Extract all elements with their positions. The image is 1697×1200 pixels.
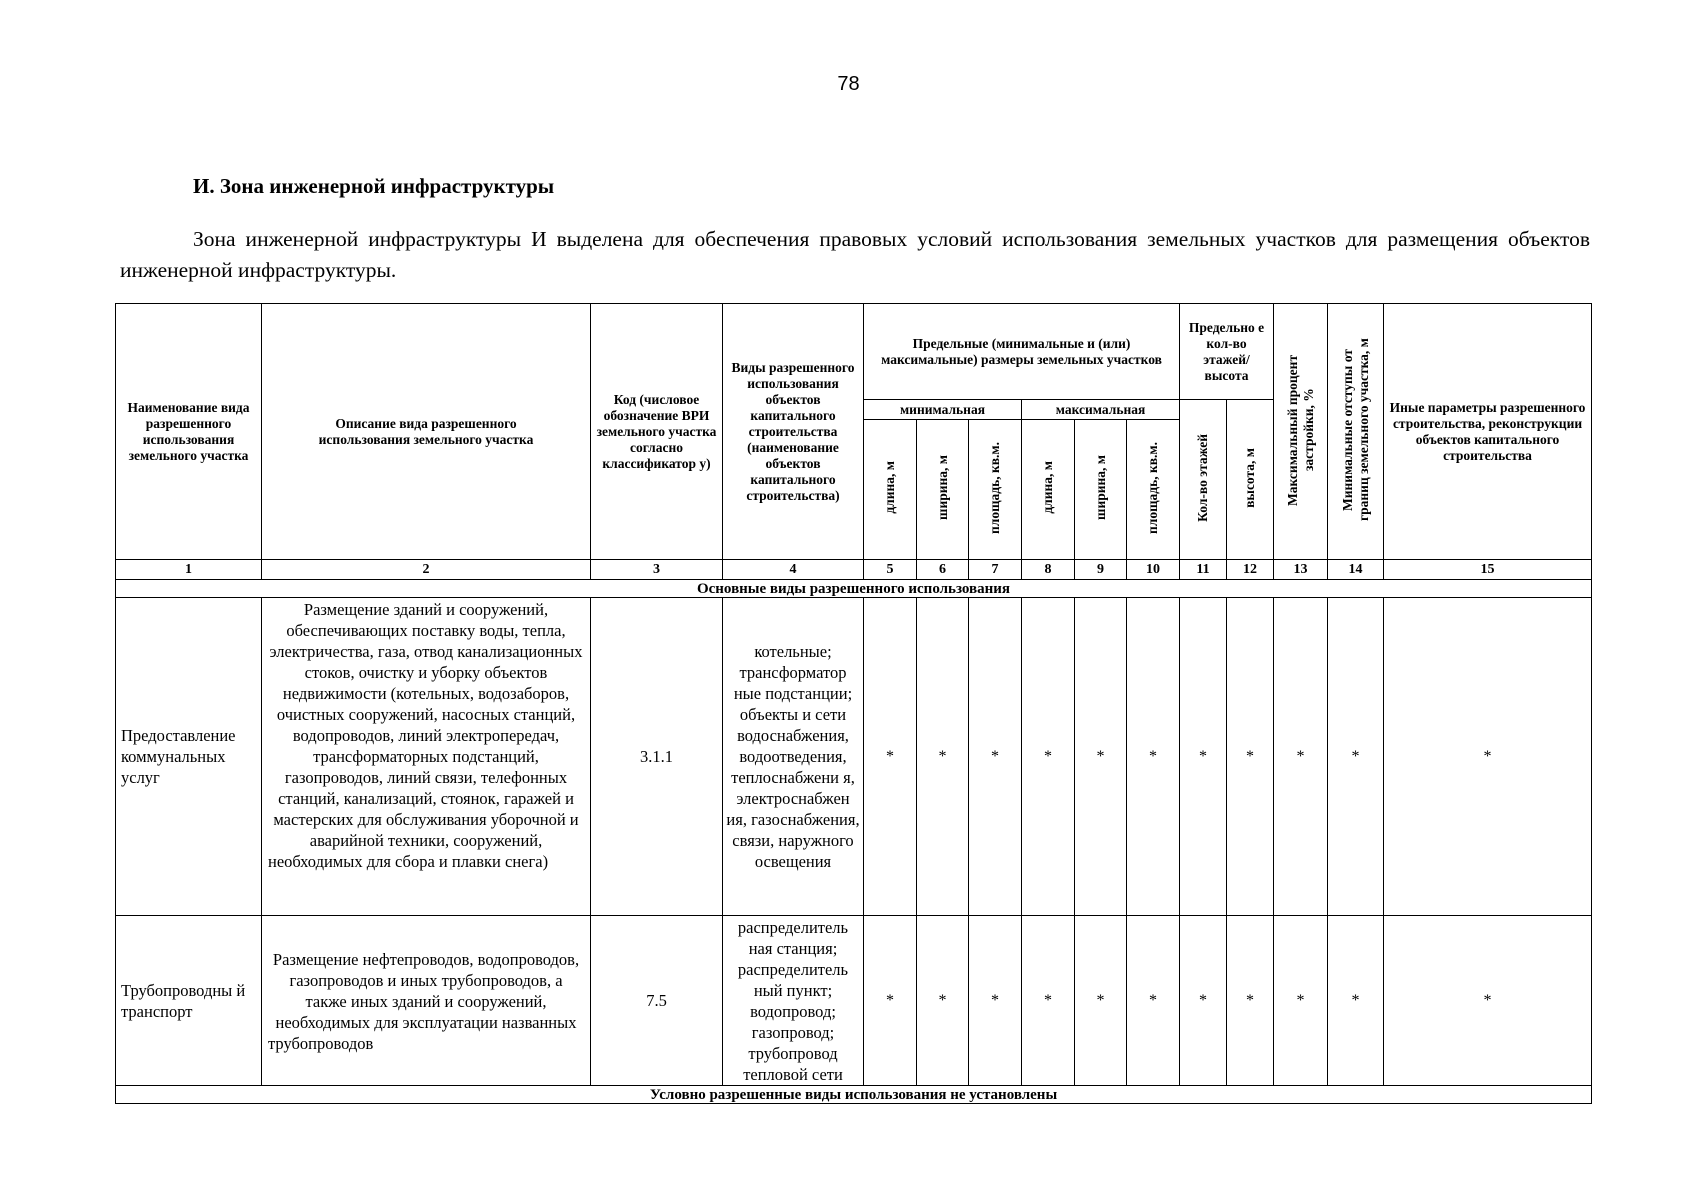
header-max-length: длина, м — [1022, 420, 1075, 560]
value-other-params: * — [1384, 916, 1592, 1086]
column-number: 10 — [1127, 560, 1180, 580]
section-title: И. Зона инженерной инфраструктуры — [193, 174, 555, 198]
value-min-setbacks: * — [1328, 916, 1384, 1086]
use-code: 7.5 — [591, 916, 723, 1086]
value-floors: * — [1180, 916, 1227, 1086]
value-max-width: * — [1075, 598, 1127, 916]
header-max-area: площадь, кв.м. — [1127, 420, 1180, 560]
header-floors: Кол-во этажей — [1180, 400, 1227, 560]
column-number: 11 — [1180, 560, 1227, 580]
value-other-params: * — [1384, 598, 1592, 916]
header-limits-group: Предельные (минимальные и (или) максимальные) размеры земельных участков — [864, 304, 1180, 400]
value-height: * — [1227, 916, 1274, 1086]
header-max-group: максимальная — [1022, 400, 1180, 420]
value-min-width: * — [917, 916, 969, 1086]
header-min-setbacks: Минимальные отступы от границ земельного участка, м — [1328, 304, 1384, 560]
use-name: Трубопроводны й транспорт — [116, 916, 262, 1086]
page-number: 78 — [837, 73, 860, 95]
column-number: 13 — [1274, 560, 1328, 580]
regulations-table — [115, 303, 1592, 1104]
table-row — [116, 916, 1592, 1086]
value-height: * — [1227, 598, 1274, 916]
main-uses-section: Основные виды разрешенного использования — [116, 580, 1592, 598]
header-min-area: площадь, кв.м. — [969, 420, 1022, 560]
value-min-width: * — [917, 598, 969, 916]
conditional-uses-section: Условно разрешенные виды использования не установлены — [116, 1086, 1592, 1104]
header-max-percent: Максимальный процент застройки, % — [1274, 304, 1328, 560]
value-min-setbacks: * — [1328, 598, 1384, 916]
value-min-area: * — [969, 598, 1022, 916]
header-types: Виды разрешенного использования объектов капитального строительства (наименование объектов капитального строительства) — [723, 304, 864, 560]
column-number: 5 — [864, 560, 917, 580]
header-description: Описание вида разрешенного использования земельного участка — [262, 304, 591, 560]
header-other-params: Иные параметры разрешенного строительства, реконструкции объектов капитального строительства — [1384, 304, 1592, 560]
column-number: 14 — [1328, 560, 1384, 580]
header-min-width: ширина, м — [917, 420, 969, 560]
use-description: Размещение нефтепроводов, водопроводов, газопроводов и иных трубопроводов, а также иных зданий и сооружений, необходимых для эксплуатации названных трубопроводов — [262, 916, 591, 1086]
column-number: 3 — [591, 560, 723, 580]
header-min-length: длина, м — [864, 420, 917, 560]
column-number: 8 — [1022, 560, 1075, 580]
use-types: котельные; трансформатор ные подстанции; объекты и сети водоснабжения, водоотведения, теплоснабжени я, электроснабжен ия, газоснабжения, связи, наружного освещения — [723, 598, 864, 916]
column-number: 9 — [1075, 560, 1127, 580]
value-max-width: * — [1075, 916, 1127, 1086]
use-types: распределитель ная станция; распределитель ный пункт; водопровод; газопровод; трубопровод тепловой сети — [723, 916, 864, 1086]
use-code: 3.1.1 — [591, 598, 723, 916]
header-floors-group: Предельно е кол-во этажей/ высота — [1180, 304, 1274, 400]
column-number: 7 — [969, 560, 1022, 580]
column-number: 2 — [262, 560, 591, 580]
column-number: 15 — [1384, 560, 1592, 580]
value-max-percent: * — [1274, 916, 1328, 1086]
header-code: Код (числовое обозначение ВРИ земельного участка согласно классификатор у) — [591, 304, 723, 560]
intro-paragraph: Зона инженерной инфраструктуры И выделена для обеспечения правовых условий использования земельных участков для размещения объектов инженерной инфраструктуры. — [120, 227, 1590, 282]
value-floors: * — [1180, 598, 1227, 916]
column-number: 12 — [1227, 560, 1274, 580]
column-number: 1 — [116, 560, 262, 580]
use-name: Предоставление коммунальных услуг — [116, 598, 262, 916]
value-min-length: * — [864, 916, 917, 1086]
header-min-group: минимальная — [864, 400, 1022, 420]
column-number: 6 — [917, 560, 969, 580]
value-max-area: * — [1127, 598, 1180, 916]
value-max-percent: * — [1274, 598, 1328, 916]
header-height: высота, м — [1227, 400, 1274, 560]
column-number: 4 — [723, 560, 864, 580]
use-description: Размещение зданий и сооружений, обеспечивающих поставку воды, тепла, электричества, газа, отвод канализационных стоков, очистку и уборку объектов недвижимости (котельных, водозаборов, очистных сооружений, насосных станций, водопроводов, линий электропередач, трансформаторных подстанций, газопроводов, линий связи, телефонных станций, канализаций, стоянок, гаражей и мастерских для обслуживания уборочной и аварийной техники, сооружений, необходимых для сбора и плавки снега) — [262, 598, 591, 916]
value-min-length: * — [864, 598, 917, 916]
header-name: Наименование вида разрешенного использования земельного участка — [116, 304, 262, 560]
value-max-area: * — [1127, 916, 1180, 1086]
value-max-length: * — [1022, 916, 1075, 1086]
value-min-area: * — [969, 916, 1022, 1086]
table-row — [116, 598, 1592, 916]
value-max-length: * — [1022, 598, 1075, 916]
header-max-width: ширина, м — [1075, 420, 1127, 560]
